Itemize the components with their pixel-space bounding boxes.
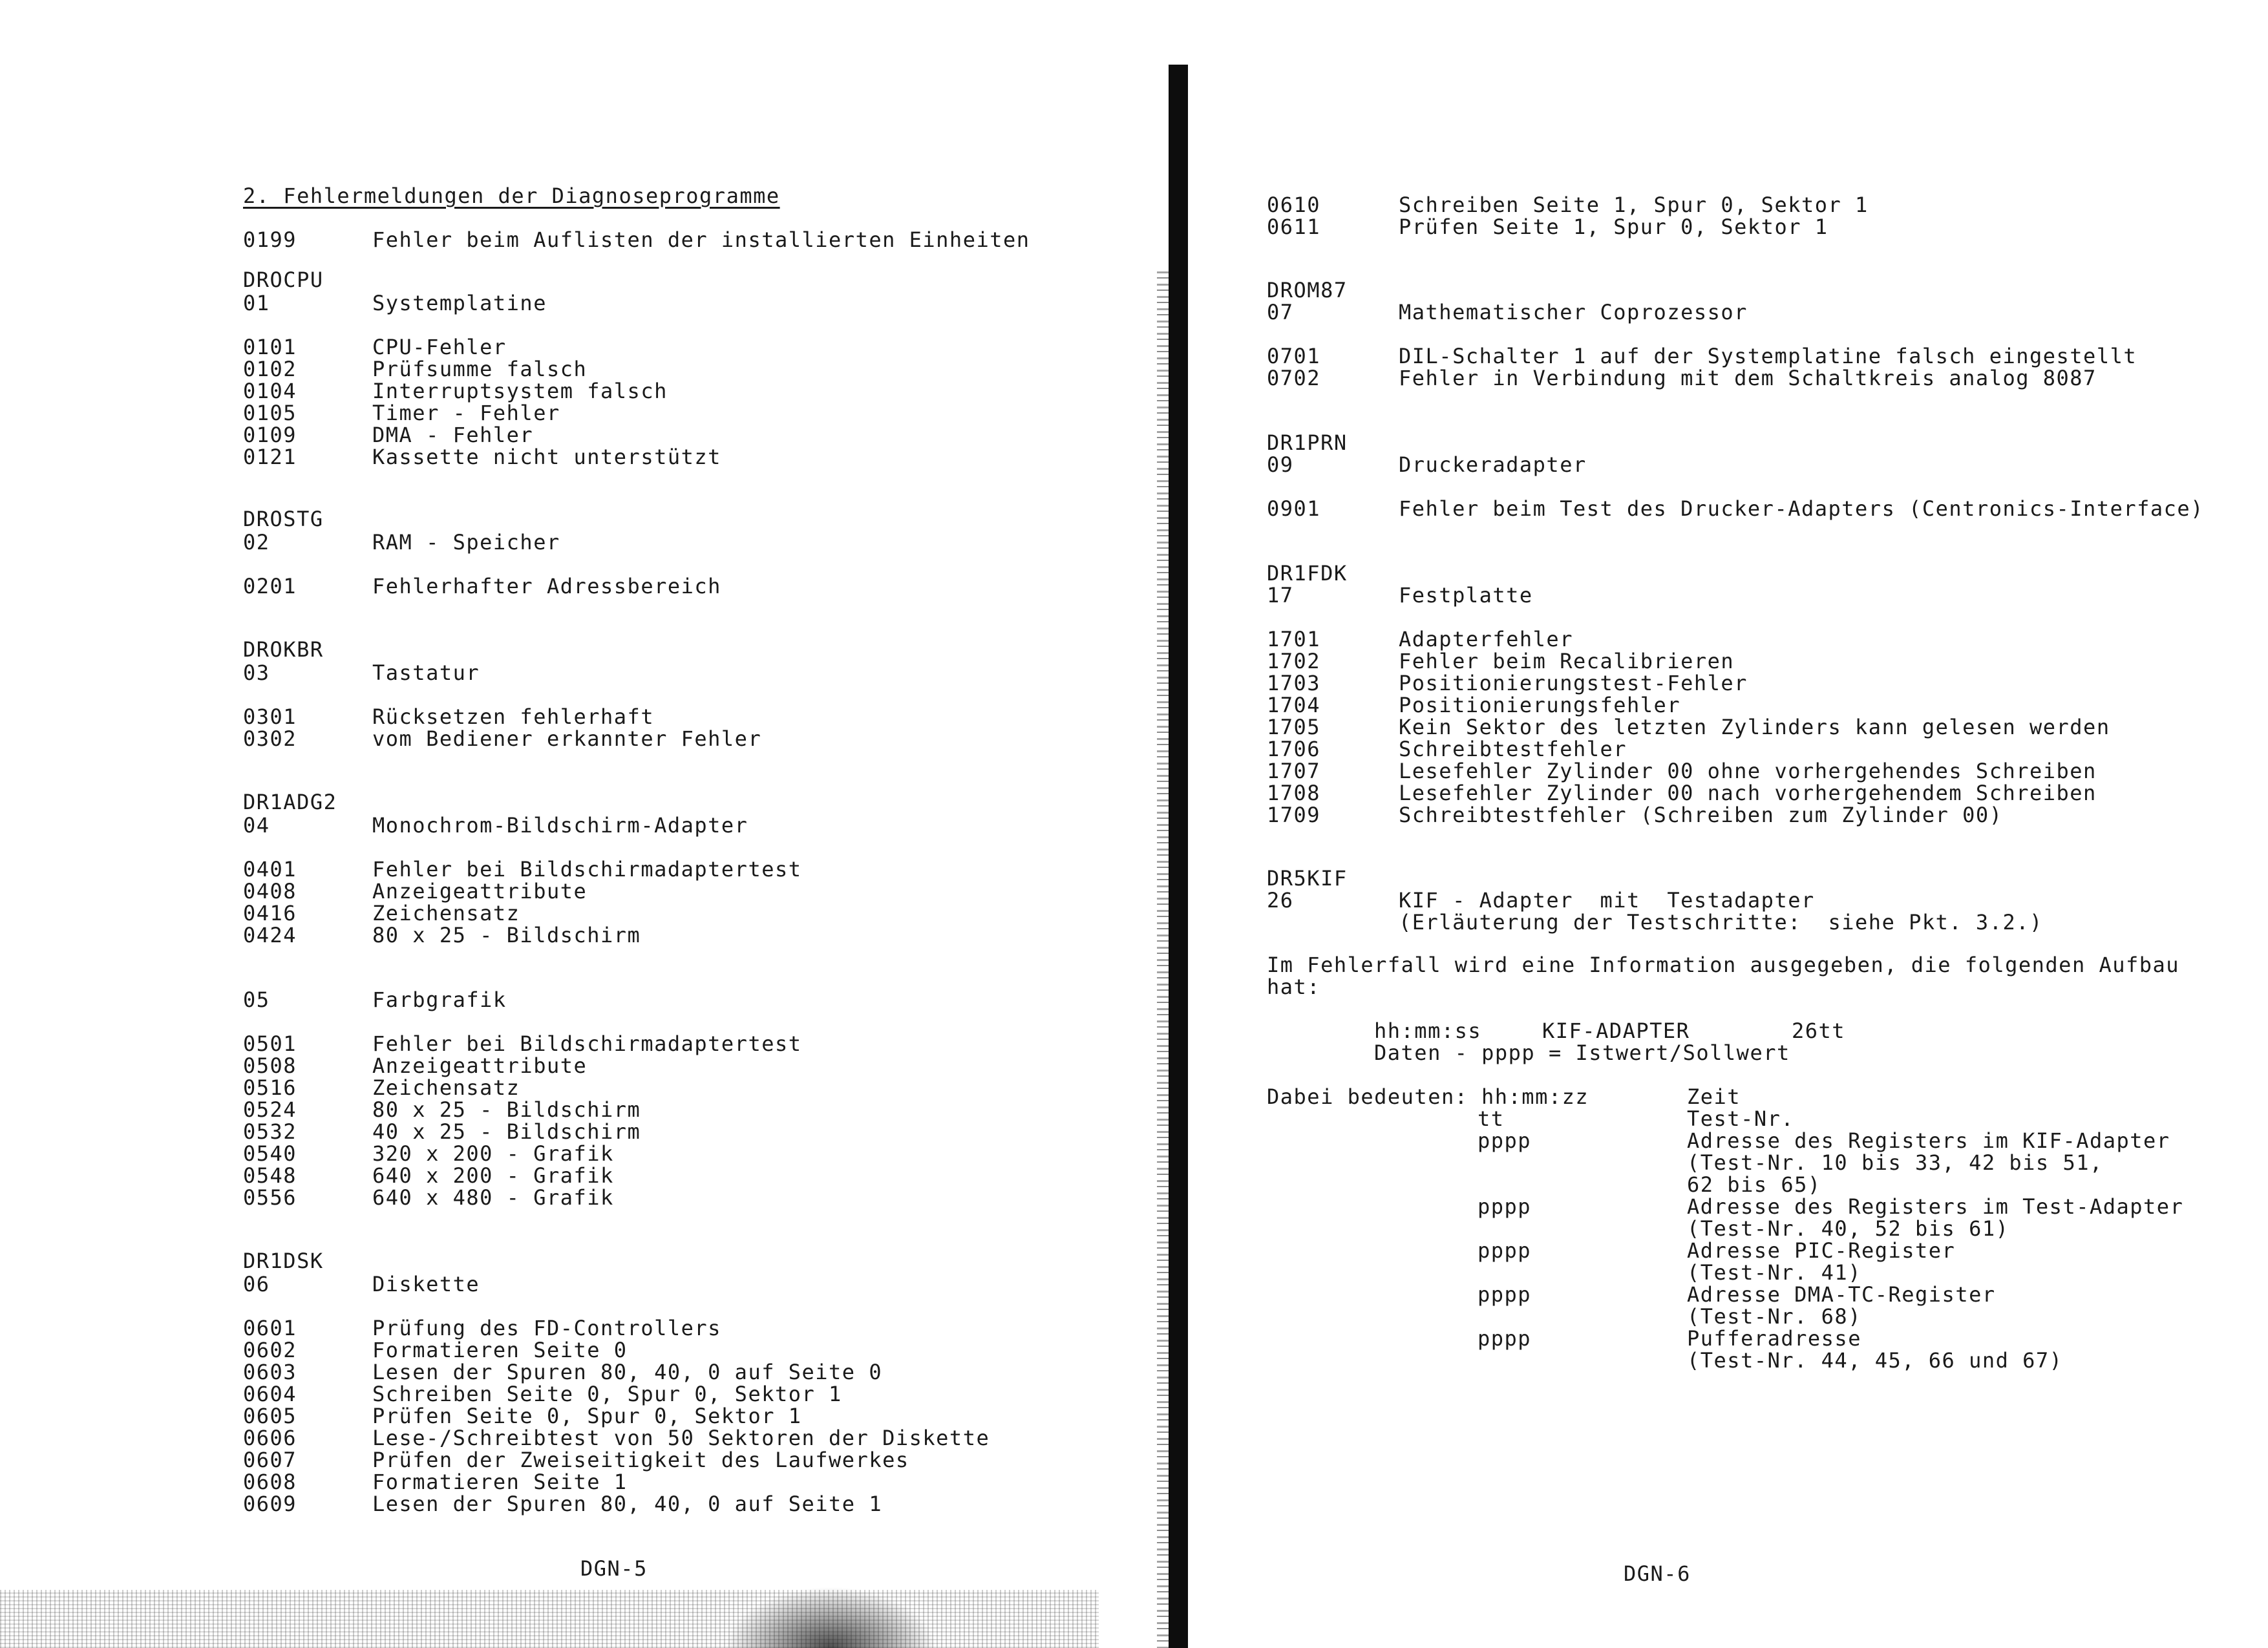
section-title: 2. Fehlermeldungen der Diagnoseprogramme	[243, 184, 780, 208]
error-code: 0416	[243, 901, 297, 925]
error-text: DMA - Fehler	[372, 423, 534, 447]
group-name: Systemplatine	[372, 291, 547, 315]
legend-key: pppp	[1478, 1282, 1532, 1307]
group-name: Tastatur	[372, 660, 480, 685]
error-text: Rücksetzen fehlerhaft	[372, 704, 655, 729]
group-name: RAM - Speicher	[372, 530, 560, 555]
page-number: DGN-6	[1624, 1561, 1691, 1586]
error-text: Lesefehler Zylinder 00 nach vorhergehendem Schreiben	[1399, 781, 2097, 805]
error-code: 1707	[1267, 759, 1321, 783]
kif-paragraph-cont: hat:	[1267, 975, 1321, 999]
legend-value: (Test-Nr. 68)	[1687, 1304, 1861, 1329]
error-code: 1705	[1267, 715, 1321, 739]
legend-key: pppp	[1478, 1128, 1532, 1153]
group-name: Druckeradapter	[1399, 452, 1587, 477]
error-code: 0605	[243, 1404, 297, 1428]
legend-value: Adresse des Registers im KIF-Adapter	[1687, 1128, 2170, 1153]
error-text: Fehler beim Test des Drucker-Adapters (Centronics-Interface)	[1399, 496, 2204, 521]
format-line2: Daten - pppp = Istwert/Sollwert	[1374, 1041, 1790, 1065]
module-label: DR1DSK	[243, 1249, 324, 1273]
right-page	[1189, 0, 2268, 1648]
error-text: DIL-Schalter 1 auf der Systemplatine falsch eingestellt	[1399, 344, 2137, 368]
error-code: 0302	[243, 726, 297, 751]
format-num: 26tt	[1792, 1019, 1846, 1043]
error-code: 0109	[243, 423, 297, 447]
error-code: 0548	[243, 1163, 297, 1188]
format-time: hh:mm:ss	[1374, 1019, 1482, 1043]
error-code: 0604	[243, 1382, 297, 1406]
error-code: 0102	[243, 357, 297, 381]
error-code: 0105	[243, 401, 297, 425]
group-code: 02	[243, 530, 270, 555]
error-text: Schreibtestfehler	[1399, 737, 1627, 761]
error-text: Prüfen Seite 1, Spur 0, Sektor 1	[1399, 215, 1828, 239]
error-code: 1704	[1267, 693, 1321, 717]
page-number: DGN-5	[580, 1556, 648, 1581]
error-code: 0201	[243, 574, 297, 598]
error-code: 0610	[1267, 193, 1321, 217]
error-code: 0401	[243, 857, 297, 882]
binding-gutter	[1169, 65, 1188, 1648]
error-text: Schreibtestfehler (Schreiben zum Zylinder 00)	[1399, 803, 2003, 827]
error-text: Kassette nicht unterstützt	[372, 445, 721, 469]
group-name: Mathematischer Coprozessor	[1399, 300, 1748, 324]
error-code: 0532	[243, 1119, 297, 1144]
error-text: Anzeigeattribute	[372, 1053, 588, 1078]
error-code: 1709	[1267, 803, 1321, 827]
module-label: DR5KIF	[1267, 866, 1348, 891]
error-code: 0121	[243, 445, 297, 469]
error-code: 0601	[243, 1316, 297, 1340]
error-text: Lesen der Spuren 80, 40, 0 auf Seite 0	[372, 1360, 883, 1384]
module-label: DROKBR	[243, 637, 324, 662]
module-label: DROSTG	[243, 507, 324, 531]
error-text: Fehler bei Bildschirmadaptertest	[372, 1031, 802, 1056]
legend-key: hh:mm:zz	[1481, 1084, 1589, 1109]
legend-value: Adresse PIC-Register	[1687, 1238, 1956, 1263]
error-code: 1708	[1267, 781, 1321, 805]
error-text: Positionierungstest-Fehler	[1399, 671, 1748, 695]
group-code: 01	[243, 291, 270, 315]
error-text: Lese-/Schreibtest von 50 Sektoren der Diskette	[372, 1426, 990, 1450]
error-text: Lesen der Spuren 80, 40, 0 auf Seite 1	[372, 1492, 883, 1516]
group-name: Festplatte	[1399, 583, 1533, 607]
error-code: 0602	[243, 1338, 297, 1362]
error-text: Fehlerhafter Adressbereich	[372, 574, 721, 598]
error-text: Formatieren Seite 0	[372, 1338, 628, 1362]
group-name: Monochrom-Bildschirm-Adapter	[372, 813, 748, 838]
error-text: Prüfung des FD-Controllers	[372, 1316, 721, 1340]
error-text: Anzeigeattribute	[372, 879, 588, 903]
error-code: 0501	[243, 1031, 297, 1056]
error-code: 0701	[1267, 344, 1321, 368]
error-text: Adapterfehler	[1399, 627, 1573, 651]
error-code: 0101	[243, 335, 297, 359]
error-text: Interruptsystem falsch	[372, 379, 668, 403]
legend-key: pppp	[1478, 1326, 1532, 1351]
module-label: DROCPU	[243, 268, 324, 292]
legend-value: (Test-Nr. 10 bis 33, 42 bis 51,	[1687, 1150, 2103, 1175]
error-code: 0408	[243, 879, 297, 903]
legend-value: Pufferadresse	[1687, 1326, 1861, 1351]
group-code: 17	[1267, 583, 1294, 607]
module-label: DR1PRN	[1267, 430, 1348, 455]
error-text: Schreiben Seite 1, Spur 0, Sektor 1	[1399, 193, 1869, 217]
intro-text: Fehler beim Auflisten der installierten Einheiten	[372, 227, 1030, 252]
error-code: 0104	[243, 379, 297, 403]
error-code: 0607	[243, 1448, 297, 1472]
group-name: Farbgrafik	[372, 988, 507, 1012]
group-code: 09	[1267, 452, 1294, 477]
error-text: 640 x 200 - Grafik	[372, 1163, 614, 1188]
error-code: 1706	[1267, 737, 1321, 761]
intro-code: 0199	[243, 227, 297, 252]
legend-value: (Test-Nr. 44, 45, 66 und 67)	[1687, 1348, 2063, 1373]
error-text: Prüfen der Zweiseitigkeit des Laufwerkes	[372, 1448, 909, 1472]
legend-intro: Dabei bedeuten:	[1267, 1084, 1468, 1109]
error-code: 0301	[243, 704, 297, 729]
error-text: Timer - Fehler	[372, 401, 560, 425]
error-code: 0609	[243, 1492, 297, 1516]
group-code: 06	[243, 1272, 270, 1296]
group-name: KIF - Adapter mit Testadapter	[1399, 888, 1815, 913]
error-code: 0606	[243, 1426, 297, 1450]
scan-smudge	[724, 1587, 937, 1648]
error-code: 0524	[243, 1097, 297, 1122]
error-text: Fehler in Verbindung mit dem Schaltkreis analog 8087	[1399, 366, 2097, 390]
error-text: 640 x 480 - Grafik	[372, 1185, 614, 1210]
error-text: Prüfsumme falsch	[372, 357, 588, 381]
error-code: 0556	[243, 1185, 297, 1210]
error-text: 40 x 25 - Bildschirm	[372, 1119, 641, 1144]
legend-key: pppp	[1478, 1194, 1532, 1219]
kif-paragraph: Im Fehlerfall wird eine Information ausgegeben, die folgenden Aufbau	[1267, 953, 2180, 977]
legend-value: (Test-Nr. 40, 52 bis 61)	[1687, 1216, 2009, 1241]
error-code: 1703	[1267, 671, 1321, 695]
error-text: Lesefehler Zylinder 00 ohne vorhergehendes Schreiben	[1399, 759, 2097, 783]
error-code: 0603	[243, 1360, 297, 1384]
legend-key: pppp	[1478, 1238, 1532, 1263]
module-label: DR1FDK	[1267, 561, 1348, 586]
error-code: 0901	[1267, 496, 1321, 521]
error-code: 0540	[243, 1141, 297, 1166]
error-text: vom Bediener erkannter Fehler	[372, 726, 762, 751]
legend-value: (Test-Nr. 41)	[1687, 1260, 1861, 1285]
group-code: 07	[1267, 300, 1294, 324]
error-text: Zeichensatz	[372, 1075, 520, 1100]
group-name: Diskette	[372, 1272, 480, 1296]
error-code: 0508	[243, 1053, 297, 1078]
error-text: Formatieren Seite 1	[372, 1470, 628, 1494]
legend-value: Adresse des Registers im Test-Adapter	[1687, 1194, 2184, 1219]
error-text: Prüfen Seite 0, Spur 0, Sektor 1	[372, 1404, 802, 1428]
error-text: 80 x 25 - Bildschirm	[372, 1097, 641, 1122]
error-text: Schreiben Seite 0, Spur 0, Sektor 1	[372, 1382, 842, 1406]
error-text: Fehler bei Bildschirmadaptertest	[372, 857, 802, 882]
error-code: 0516	[243, 1075, 297, 1100]
error-code: 0424	[243, 923, 297, 947]
error-text: Kein Sektor des letzten Zylinders kann gelesen werden	[1399, 715, 2110, 739]
module-label: DR1ADG2	[243, 790, 337, 814]
group-code: 03	[243, 660, 270, 685]
error-text: CPU-Fehler	[372, 335, 507, 359]
error-text: Positionierungsfehler	[1399, 693, 1681, 717]
format-name: KIF-ADAPTER	[1542, 1019, 1690, 1043]
error-code: 1702	[1267, 649, 1321, 673]
legend-value: Adresse DMA-TC-Register	[1687, 1282, 1996, 1307]
kif-note: (Erläuterung der Testschritte: siehe Pkt. 3.2.)	[1399, 910, 2043, 935]
error-text: 80 x 25 - Bildschirm	[372, 923, 641, 947]
error-code: 0608	[243, 1470, 297, 1494]
error-code: 0611	[1267, 215, 1321, 239]
error-code: 1701	[1267, 627, 1321, 651]
legend-value: Zeit	[1687, 1084, 1741, 1109]
module-label: DROM87	[1267, 278, 1348, 302]
error-text: Fehler beim Recalibrieren	[1399, 649, 1735, 673]
group-code: 26	[1267, 888, 1294, 913]
group-code: 05	[243, 988, 270, 1012]
group-code: 04	[243, 813, 270, 838]
error-text: 320 x 200 - Grafik	[372, 1141, 614, 1166]
legend-value: Test-Nr.	[1687, 1106, 1795, 1131]
error-code: 0702	[1267, 366, 1321, 390]
legend-key: tt	[1478, 1106, 1505, 1131]
legend-value: 62 bis 65)	[1687, 1172, 1821, 1197]
error-text: Zeichensatz	[372, 901, 520, 925]
